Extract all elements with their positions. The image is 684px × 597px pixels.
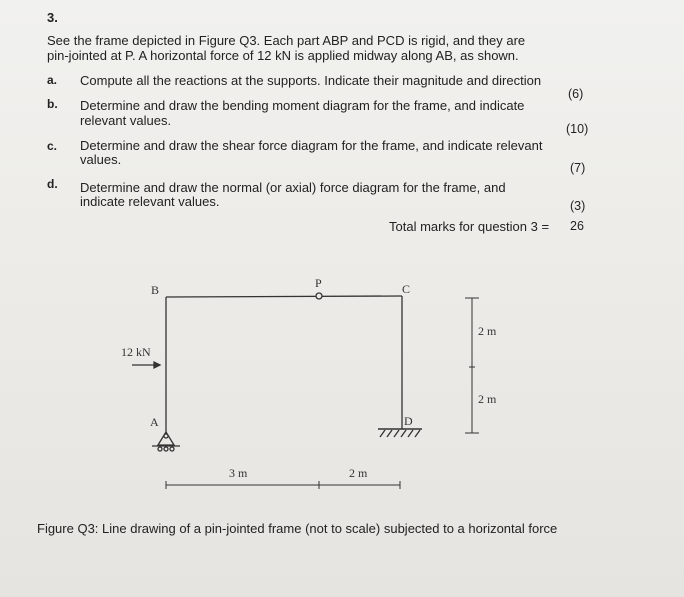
part-a-marks: (6) — [568, 87, 584, 101]
question-intro-line-1: See the frame depicted in Figure Q3. Each part ABP and PCD is rigid, and they are — [47, 33, 526, 48]
question-intro-line-2: pin-jointed at P. A horizontal force of 12 kN is applied midway along AB, as shown. — [47, 48, 519, 63]
total-marks-label: Total marks for question 3 = — [389, 219, 550, 234]
pin-support-a-icon — [152, 432, 180, 451]
part-a-text: Compute all the reactions at the supports. Indicate their magnitude and direction — [80, 73, 542, 88]
horizontal-dimension-line — [166, 481, 400, 489]
frame-beam-bc — [166, 296, 402, 297]
question-number: 3. — [47, 10, 58, 25]
dim-v1-label: 2 m — [478, 324, 497, 338]
label-b: B — [151, 283, 160, 297]
label-c: C — [402, 282, 411, 296]
part-a-label: a. — [47, 73, 58, 87]
part-b-text-line-1: Determine and draw the bending moment diagram for the frame, and indicate — [80, 98, 525, 113]
part-c-text-line-1: Determine and draw the shear force diagram for the frame, and indicate relevant — [80, 138, 543, 153]
part-d-text-line-2: indicate relevant values. — [80, 194, 220, 209]
part-d-text-line-1: Determine and draw the normal (or axial) force diagram for the frame, and — [80, 180, 506, 195]
dim-v2-label: 2 m — [478, 392, 497, 406]
total-marks-value: 26 — [570, 219, 584, 233]
force-arrow-icon — [132, 362, 160, 368]
dim-h1-label: 3 m — [229, 466, 248, 480]
pin-p-icon — [316, 293, 322, 299]
label-a: A — [150, 415, 159, 429]
dim-h2-label: 2 m — [349, 466, 368, 480]
part-d-marks: (3) — [570, 199, 586, 213]
part-c-label: c. — [47, 139, 58, 153]
part-b-label: b. — [47, 97, 58, 111]
part-d-label: d. — [47, 177, 58, 191]
part-c-marks: (7) — [570, 161, 586, 175]
part-b-text-line-2: relevant values. — [80, 113, 172, 128]
part-c-text-line-2: values. — [80, 152, 122, 167]
label-d: D — [404, 414, 413, 428]
label-p: P — [315, 276, 322, 290]
force-label: 12 kN — [121, 345, 151, 359]
vertical-dimension-line — [465, 298, 479, 433]
part-b-marks: (10) — [566, 122, 589, 136]
fixed-support-d-icon — [378, 429, 422, 437]
figure-caption: Figure Q3: Line drawing of a pin-jointed frame (not to scale) subjected to a horizontal force — [37, 521, 558, 536]
